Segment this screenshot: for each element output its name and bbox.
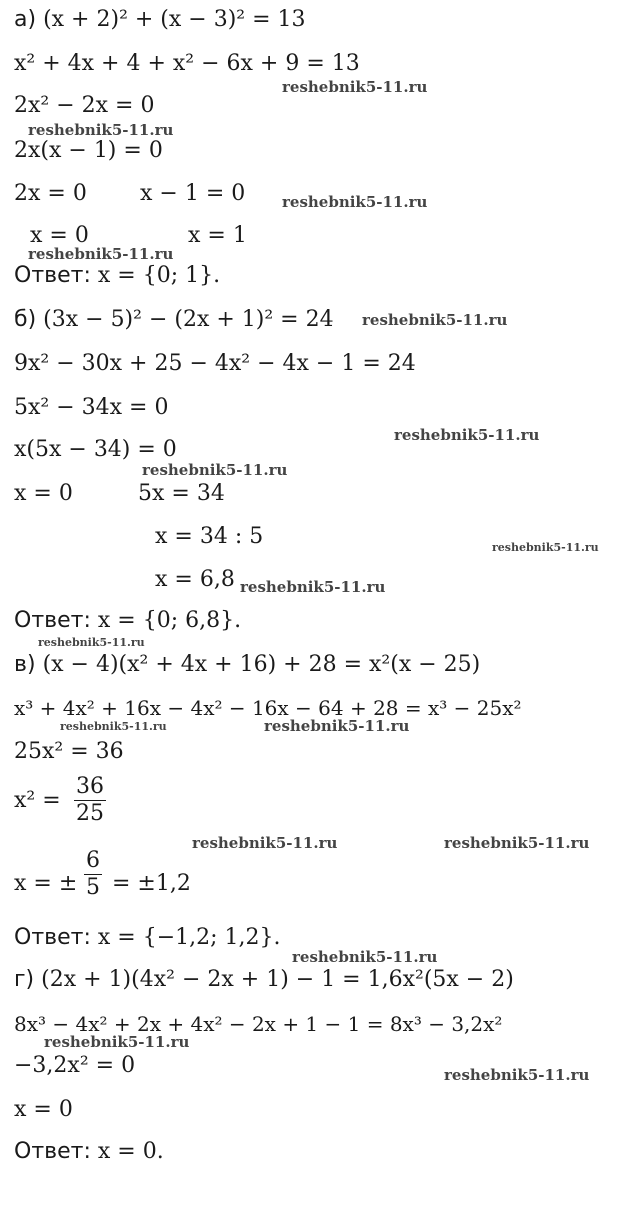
part-v-step3-numerator: 36 bbox=[76, 774, 104, 799]
part-v-step3-denominator: 25 bbox=[76, 801, 104, 826]
watermark: reshebnik5-11.ru bbox=[444, 834, 590, 852]
part-a-answer bbox=[14, 262, 220, 290]
part-a-label: а) bbox=[14, 7, 37, 32]
part-a-answer-value: x = {0; 1}. bbox=[97, 263, 221, 288]
part-v-step4-right: = ±1,2 bbox=[112, 871, 191, 896]
part-g-eq: (2x + 1)(4x² − 2x + 1) − 1 = 1,6x²(5x − 2) bbox=[41, 967, 514, 992]
part-b-step1: 9x² − 30x + 25 − 4x² − 4x − 1 = 24 bbox=[14, 351, 416, 376]
watermark: reshebnik5-11.ru bbox=[60, 720, 167, 733]
part-a-step4b: x − 1 = 0 bbox=[140, 181, 246, 206]
part-v-step4-left: x = ± bbox=[14, 871, 78, 896]
part-a-step1: x² + 4x + 4 + x² − 6x + 9 = 13 bbox=[14, 51, 360, 76]
part-a-step5a: x = 0 bbox=[30, 223, 89, 248]
part-a-answer-label: Ответ: bbox=[14, 263, 91, 288]
part-g-answer bbox=[14, 1138, 164, 1166]
part-v-answer bbox=[14, 924, 281, 952]
watermark: reshebnik5-11.ru bbox=[240, 578, 386, 596]
part-v-answer-label: Ответ: bbox=[14, 925, 91, 950]
watermark: reshebnik5-11.ru bbox=[394, 426, 540, 444]
part-b-answer-value: x = {0; 6,8}. bbox=[97, 608, 242, 633]
part-v-step1: x³ + 4x² + 16x − 4x² − 16x − 64 + 28 = x³ − 25x² bbox=[14, 696, 522, 720]
watermark: reshebnik5-11.ru bbox=[28, 245, 174, 263]
part-b-step5: x = 34 : 5 bbox=[155, 524, 264, 549]
watermark: reshebnik5-11.ru bbox=[492, 541, 599, 554]
part-v-step4-fraction bbox=[84, 848, 102, 901]
part-v-answer-value: x = {−1,2; 1,2}. bbox=[97, 925, 281, 950]
part-g-step1: 8x³ − 4x² + 2x + 4x² − 2x + 1 − 1 = 8x³ − 3,2x² bbox=[14, 1012, 503, 1036]
part-a-step3: 2x(x − 1) = 0 bbox=[14, 138, 163, 163]
part-g-step3: x = 0 bbox=[14, 1097, 73, 1122]
watermark: reshebnik5-11.ru bbox=[38, 636, 145, 649]
watermark: reshebnik5-11.ru bbox=[192, 834, 338, 852]
part-b-step4a: x = 0 bbox=[14, 481, 73, 506]
part-b-step2: 5x² − 34x = 0 bbox=[14, 395, 169, 420]
watermark: reshebnik5-11.ru bbox=[28, 121, 174, 139]
part-v-step3-left: x² = bbox=[14, 788, 61, 813]
part-b-eq: (3x − 5)² − (2x + 1)² = 24 bbox=[43, 307, 334, 332]
watermark: reshebnik5-11.ru bbox=[44, 1033, 190, 1051]
part-v-step4-numerator: 6 bbox=[86, 848, 100, 873]
part-a-step2: 2x² − 2x = 0 bbox=[14, 93, 155, 118]
watermark: reshebnik5-11.ru bbox=[282, 78, 428, 96]
part-v-step3-fraction bbox=[74, 774, 106, 827]
watermark: reshebnik5-11.ru bbox=[142, 461, 288, 479]
part-b-step4b: 5x = 34 bbox=[138, 481, 225, 506]
part-v-step2: 25x² = 36 bbox=[14, 739, 124, 764]
part-a-step4a: 2x = 0 bbox=[14, 181, 87, 206]
part-g-step2: −3,2x² = 0 bbox=[14, 1053, 136, 1078]
part-a-eq: (x + 2)² + (x − 3)² = 13 bbox=[43, 7, 306, 32]
part-b-answer bbox=[14, 607, 241, 635]
part-b-step6: x = 6,8 bbox=[155, 567, 235, 592]
part-b-equation bbox=[14, 306, 334, 334]
part-a-step5b: x = 1 bbox=[188, 223, 247, 248]
watermark: reshebnik5-11.ru bbox=[282, 193, 428, 211]
part-g-equation bbox=[14, 966, 514, 994]
watermark: reshebnik5-11.ru bbox=[444, 1066, 590, 1084]
part-v-eq: (x − 4)(x² + 4x + 16) + 28 = x²(x − 25) bbox=[42, 652, 481, 677]
part-b-label: б) bbox=[14, 307, 37, 332]
watermark: reshebnik5-11.ru bbox=[292, 948, 438, 966]
part-v-equation bbox=[14, 651, 480, 679]
part-b-answer-label: Ответ: bbox=[14, 608, 91, 633]
watermark: reshebnik5-11.ru bbox=[264, 717, 410, 735]
part-v-step4-denominator: 5 bbox=[86, 875, 100, 900]
part-b-step3: x(5x − 34) = 0 bbox=[14, 437, 177, 462]
part-g-label: г) bbox=[14, 967, 35, 992]
part-v-label: в) bbox=[14, 652, 36, 677]
part-g-answer-value: x = 0. bbox=[97, 1139, 164, 1164]
watermark: reshebnik5-11.ru bbox=[362, 311, 508, 329]
part-g-answer-label: Ответ: bbox=[14, 1139, 91, 1164]
part-a-equation bbox=[14, 6, 306, 34]
